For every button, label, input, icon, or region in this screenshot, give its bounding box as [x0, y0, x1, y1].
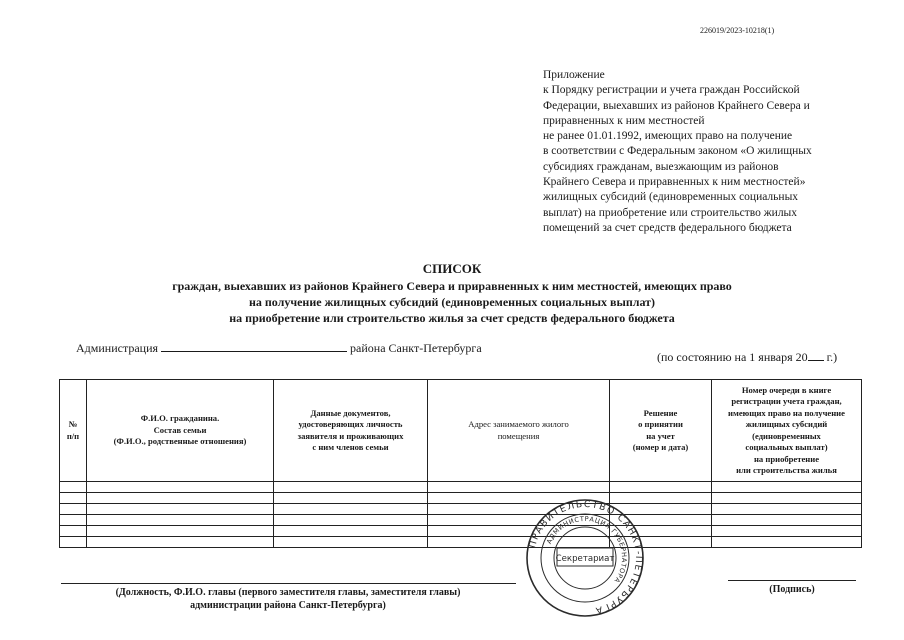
- table-cell[interactable]: [60, 504, 87, 515]
- as-of-date: [657, 349, 837, 365]
- appendix-line: жилищных субсидий (единовременных социальных: [543, 191, 799, 204]
- table-cell[interactable]: [60, 493, 87, 504]
- table-header-text: Состав семьи: [153, 424, 207, 435]
- table-header-text: заявителя и проживающих: [297, 430, 404, 441]
- appendix-line: не ранее 01.01.1992, имеющих право на получение: [543, 130, 793, 143]
- table-header-text: на приобретение: [753, 453, 820, 464]
- table-body: [60, 482, 862, 548]
- table-cell[interactable]: [60, 515, 87, 526]
- table-cell[interactable]: [712, 482, 862, 493]
- table-header-text: на учет: [646, 430, 675, 441]
- as-of-suffix: г.): [823, 350, 838, 364]
- table-header-text: (Ф.И.О., родственные отношения): [113, 436, 247, 447]
- table-cell[interactable]: [274, 504, 428, 515]
- document-title-block: [0, 261, 904, 326]
- table-cell[interactable]: [87, 537, 274, 548]
- appendix-block: [543, 68, 863, 236]
- administration-line: [76, 340, 482, 356]
- table-header-text: Адрес занимаемого жилого: [468, 419, 569, 429]
- table-cell[interactable]: [60, 526, 87, 537]
- table-header-row: [60, 380, 862, 482]
- table-cell[interactable]: [610, 482, 712, 493]
- table-header-text: (единовременных: [752, 430, 821, 441]
- table-row: [60, 482, 862, 493]
- table-header-text: социальных выплат): [745, 442, 828, 452]
- table-row: [60, 537, 862, 548]
- table-header-text: (номер и дата): [632, 442, 689, 452]
- appendix-line: к Порядку регистрации и учета граждан Российской: [543, 84, 800, 97]
- table-header-cell: [428, 380, 610, 482]
- signature-official-caption: [92, 586, 484, 612]
- signature-caption-line: (Должность, Ф.И.О. главы (первого заместителя главы, заместителя главы): [115, 587, 461, 598]
- stamp-outer-text: ПРАВИТЕЛЬСТВО САНКТ-ПЕТЕРБУРГА: [527, 498, 645, 617]
- signature-caption: (Подпись): [769, 584, 815, 595]
- appendix-line: Крайнего Севера и приравненных к ним местностей»: [543, 176, 806, 189]
- table-row: [60, 515, 862, 526]
- table-header-text: Решение: [643, 407, 678, 418]
- table-header-text: п/п: [66, 430, 80, 441]
- table-header-text: имеющих право на получение: [728, 407, 845, 418]
- appendix-line: Приложение: [543, 69, 605, 81]
- district-blank-field[interactable]: [161, 340, 347, 352]
- table-cell[interactable]: [60, 482, 87, 493]
- table-header-text: о принятии: [638, 419, 683, 429]
- table-cell[interactable]: [274, 482, 428, 493]
- as-of-prefix: (по состоянию на 1 января 20: [657, 350, 808, 364]
- table-header-text: №: [68, 419, 78, 429]
- table-header-cell: [60, 380, 87, 482]
- table-header-text: удостоверяющих личность: [298, 419, 403, 429]
- table-header-text: Данные документов,: [310, 407, 391, 418]
- table-cell[interactable]: [712, 526, 862, 537]
- document-id: 226019/2023-10218(1): [700, 26, 775, 35]
- stamp-center-text: Секретариат: [555, 554, 615, 564]
- table-cell[interactable]: [274, 537, 428, 548]
- appendix-line: помещений за счет средств федерального бюджета: [543, 221, 792, 234]
- administration-label: Администрация: [76, 341, 159, 355]
- appendix-line: Федерации, выехавших из районов Крайнего Севера и: [543, 99, 810, 112]
- official-stamp: [525, 498, 645, 618]
- table-header-cell: [610, 380, 712, 482]
- table-cell[interactable]: [712, 504, 862, 515]
- table-header-text: или строительства жилья: [736, 465, 837, 475]
- table-header-text: помещения: [497, 430, 540, 441]
- table-cell[interactable]: [60, 537, 87, 548]
- table-header-text: Номер очереди в книге: [741, 384, 832, 395]
- table-header-text: с ним членов семьи: [312, 442, 389, 452]
- table-header-text: жилищных субсидий: [745, 419, 828, 429]
- table-cell[interactable]: [87, 526, 274, 537]
- citizens-list-table: [59, 379, 862, 548]
- table-cell[interactable]: [87, 493, 274, 504]
- year-blank-field[interactable]: [808, 349, 824, 361]
- table-header-cell: [87, 380, 274, 482]
- table-header-cell: [274, 380, 428, 482]
- table-header-cell: [712, 380, 862, 482]
- appendix-line: приравненных к ним местностей: [543, 114, 705, 127]
- district-suffix: района Санкт-Петербурга: [350, 341, 482, 355]
- signature-line: [728, 580, 856, 581]
- table-cell[interactable]: [274, 493, 428, 504]
- document-title: СПИСОК: [422, 261, 482, 276]
- table-cell[interactable]: [712, 537, 862, 548]
- table-header-text: регистрации учета граждан,: [731, 396, 842, 406]
- appendix-line: в соответствии с Федеральным законом «О жилищных: [543, 145, 812, 158]
- table-row: [60, 493, 862, 504]
- table-cell[interactable]: [712, 515, 862, 526]
- document-subtitle-line: на приобретение или строительство жилья за счет средств федерального бюджета: [229, 311, 675, 325]
- table-cell[interactable]: [87, 482, 274, 493]
- document-subtitle-line: на получение жилищных субсидий (единовременных социальных выплат): [248, 295, 656, 309]
- appendix-line: субсидиях гражданам, выезжающим из районов: [543, 160, 779, 173]
- table-cell[interactable]: [274, 515, 428, 526]
- table-row: [60, 526, 862, 537]
- table-cell[interactable]: [87, 504, 274, 515]
- stamp-inner-text: АДМИНИСТРАЦИЯ ГУБЕРНАТОРА: [545, 514, 629, 585]
- table-cell[interactable]: [87, 515, 274, 526]
- table-cell[interactable]: [274, 526, 428, 537]
- table-cell[interactable]: [712, 493, 862, 504]
- appendix-line: выплат) на приобретение или строительство жилых: [543, 206, 798, 219]
- document-subtitle-line: граждан, выехавших из районов Крайнего Севера и приравненных к ним местностей, имеющих право: [172, 279, 732, 293]
- signature-caption-line: администрации района Санкт-Петербурга): [190, 600, 386, 611]
- table-header-text: Ф.И.О. гражданина.: [140, 413, 220, 424]
- table-cell[interactable]: [428, 482, 610, 493]
- signature-official-line: [61, 583, 516, 584]
- table-row: [60, 504, 862, 515]
